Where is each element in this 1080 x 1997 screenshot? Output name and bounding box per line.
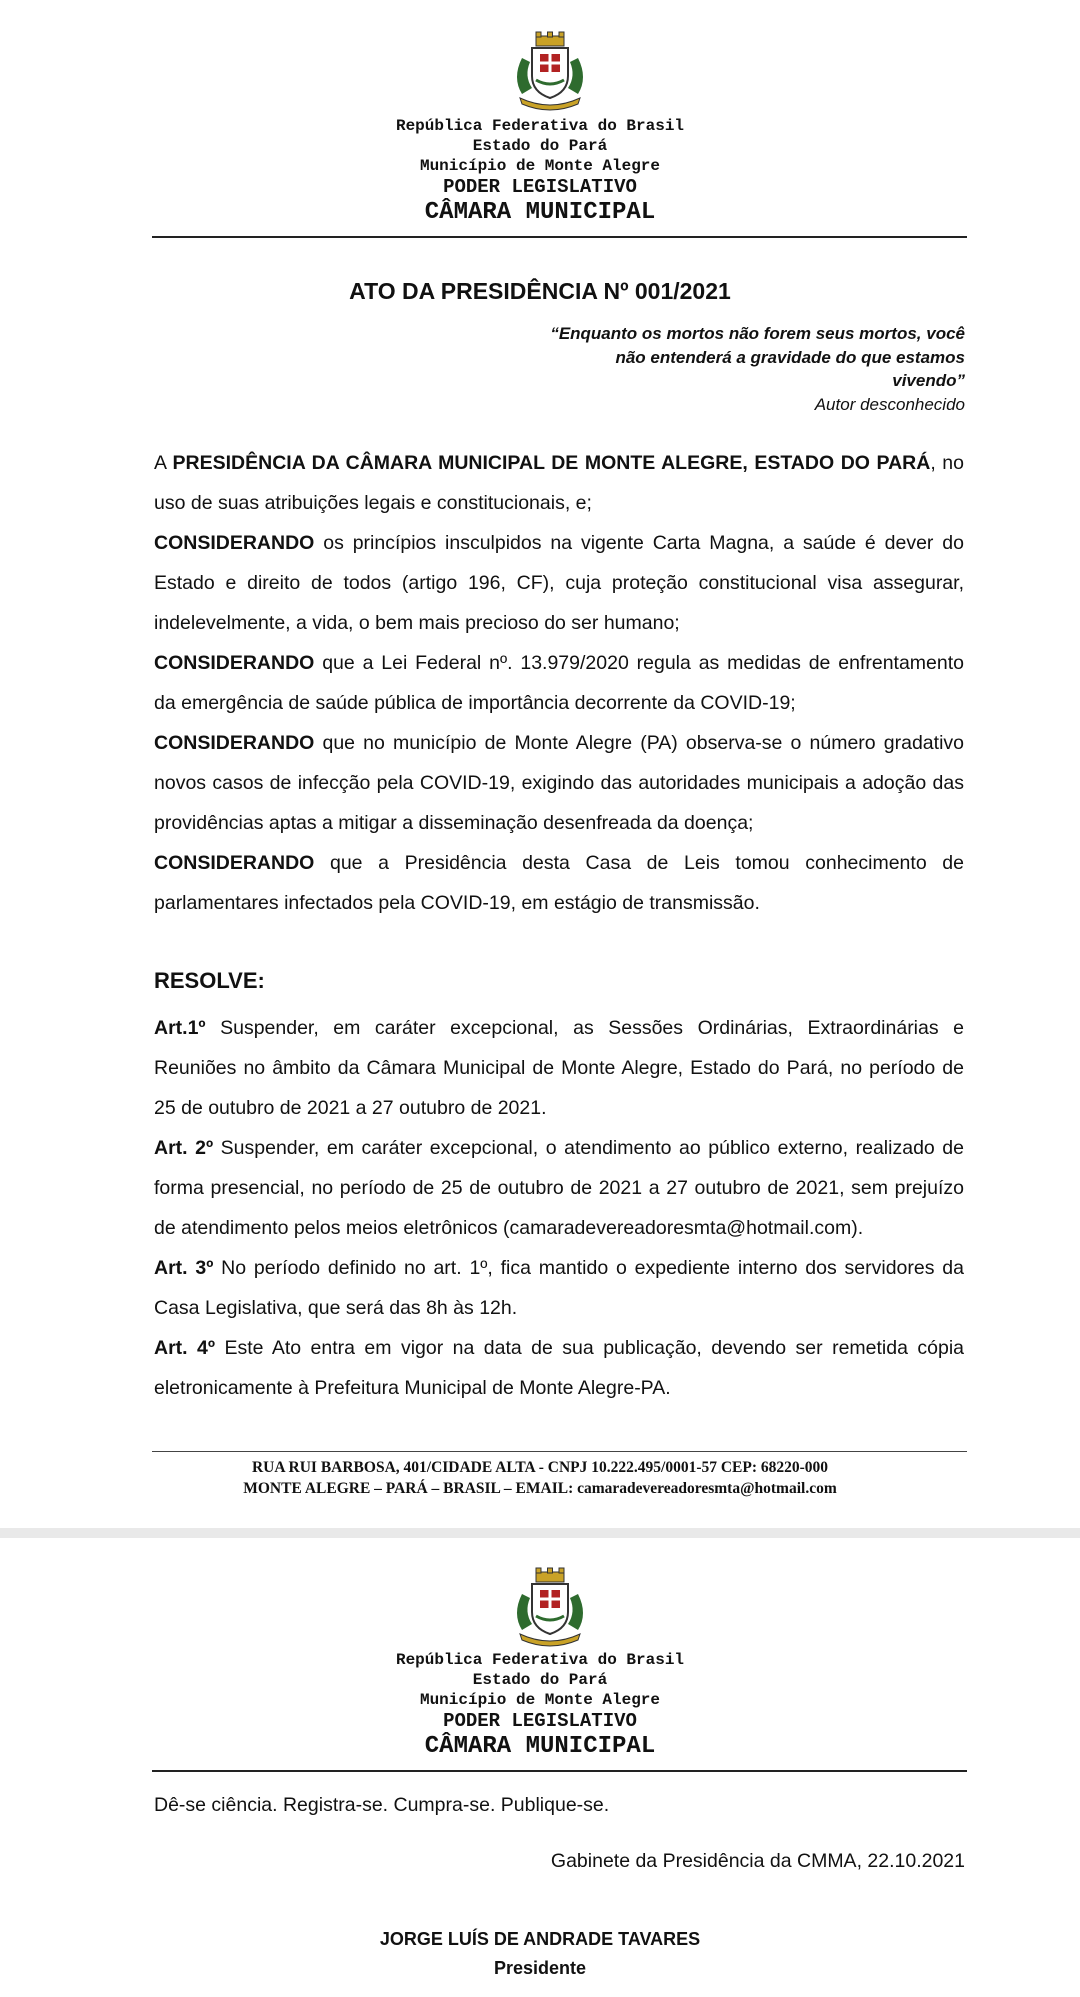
footer-line-1: RUA RUI BARBOSA, 401/CIDADE ALTA - CNPJ 10.222.495/0001-57 CEP: 68220-000: [251, 1459, 829, 1476]
coat-of-arms-icon: [508, 28, 592, 112]
preamble: [154, 443, 964, 923]
place-date: Gabinete da Presidência da CMMA, 22.10.2021: [550, 1850, 965, 1872]
letterhead-power: PODER LEGISLATIVO: [443, 1710, 637, 1732]
letterhead-state: Estado do Pará: [472, 1671, 608, 1689]
considerando-label: CONSIDERANDO: [154, 652, 315, 674]
document-page-2: [0, 1538, 1080, 1997]
resolve-heading: RESOLVE:: [154, 968, 265, 993]
considerando-text: que no município de Monte Alegre (PA) observa-se o número gradativo novos casos de infecção pela COVID-19, exigindo das autoridades municipais a adoção das providências aptas a mitigar a disseminação desenfreada da doença;: [154, 732, 964, 834]
considerando-paragraph: [154, 843, 964, 923]
article-text: Suspender, em caráter excepcional, o atendimento ao público externo, realizado de forma presencial, no período de 25 de outubro de 2021 a 27 outubro de 2021, sem prejuízo de atendimento pelos meios eletrônicos (camaradevereadoresmta@hotmail.com).: [154, 1137, 965, 1239]
intro-bold: PRESIDÊNCIA DA CÂMARA MUNICIPAL DE MONTE ALEGRE, ESTADO DO PARÁ: [172, 452, 931, 474]
signer-name: JORGE LUÍS DE ANDRADE TAVARES: [379, 1929, 701, 1949]
letterhead-chamber: CÂMARA MUNICIPAL: [424, 1733, 656, 1760]
articles: [154, 1008, 964, 1408]
intro-prefix: A: [154, 452, 173, 474]
article-text: Suspender, em caráter excepcional, as Sessões Ordinárias, Extraordinárias e Reuniões no âmbito da Câmara Municipal de Monte Alegre, Estado do Pará, no período de 25 de outubro de 2021 a 27 outubro de 2021.: [154, 1017, 964, 1119]
considerando-paragraph: [154, 523, 964, 643]
footer-address: [0, 1457, 1080, 1499]
article-label: Art. 4º: [154, 1337, 215, 1359]
considerando-label: CONSIDERANDO: [154, 852, 315, 874]
letterhead-republic: República Federativa do Brasil: [395, 117, 685, 135]
footer-line-2: MONTE ALEGRE – PARÁ – BRASIL – EMAIL: camaradevereadoresmta@hotmail.com: [243, 1480, 837, 1497]
article-label: Art. 3º: [154, 1257, 214, 1279]
letterhead: [0, 1650, 1080, 1762]
letterhead-state: Estado do Pará: [472, 137, 608, 155]
article-text: No período definido no art. 1º, fica mantido o expediente interno dos servidores da Casa Legislativa, que será das 8h às 12h.: [154, 1257, 964, 1319]
header-divider: [152, 236, 967, 238]
considerando-label: CONSIDERANDO: [154, 532, 315, 554]
epigraph-quote: “Enquanto os mortos não forem seus mortos, você não entenderá a gravidade do que estamos vivendo”: [550, 324, 965, 390]
article-label: Art. 2º: [154, 1137, 214, 1159]
document-title: ATO DA PRESIDÊNCIA Nº 001/2021: [349, 278, 731, 304]
considerando-paragraph: [154, 723, 964, 843]
letterhead-republic: República Federativa do Brasil: [395, 1651, 685, 1669]
article-paragraph: [154, 1008, 964, 1128]
considerando-text: que a Presidência desta Casa de Leis tomou conhecimento de parlamentares infectados pela COVID-19, em estágio de transmissão.: [154, 852, 964, 914]
letterhead-power: PODER LEGISLATIVO: [443, 176, 637, 198]
article-label: Art.1º: [154, 1017, 206, 1039]
signer-title: Presidente: [493, 1958, 587, 1978]
article-paragraph: [154, 1128, 964, 1248]
considerando-label: CONSIDERANDO: [154, 732, 315, 754]
article-text: Este Ato entra em vigor na data de sua publicação, devendo ser remetida cópia eletronicamente à Prefeitura Municipal de Monte Alegre-PA.: [154, 1337, 964, 1399]
intro-text: , no uso de suas atribuições legais e constitucionais, e;: [154, 452, 964, 514]
letterhead: [0, 116, 1080, 228]
footer-divider: [152, 1451, 967, 1452]
coat-of-arms-icon: [508, 1564, 592, 1648]
considerando-text: os princípios insculpidos na vigente Carta Magna, a saúde é dever do Estado e direito de todos (artigo 196, CF), cuja proteção constitucional visa assegurar, indelevelmente, a vida, o bem mais precioso do ser humano;: [154, 532, 964, 634]
epigraph-author: Autor desconhecido: [814, 394, 965, 414]
considerando-paragraph: [154, 643, 964, 723]
epigraph: [545, 322, 965, 416]
letterhead-municipality: Município de Monte Alegre: [419, 1691, 661, 1709]
letterhead-chamber: CÂMARA MUNICIPAL: [424, 199, 656, 226]
article-paragraph: [154, 1328, 964, 1408]
signature-block: [0, 1925, 1080, 1983]
intro-paragraph: [154, 443, 964, 523]
closing-formula: Dê-se ciência. Registra-se. Cumpra-se. Publique-se.: [154, 1794, 610, 1816]
article-paragraph: [154, 1248, 964, 1328]
considerando-text: que a Lei Federal nº. 13.979/2020 regula as medidas de enfrentamento da emergência de saúde pública de importância decorrente da COVID-19;: [154, 652, 964, 714]
header-divider: [152, 1770, 967, 1772]
letterhead-municipality: Município de Monte Alegre: [419, 157, 661, 175]
